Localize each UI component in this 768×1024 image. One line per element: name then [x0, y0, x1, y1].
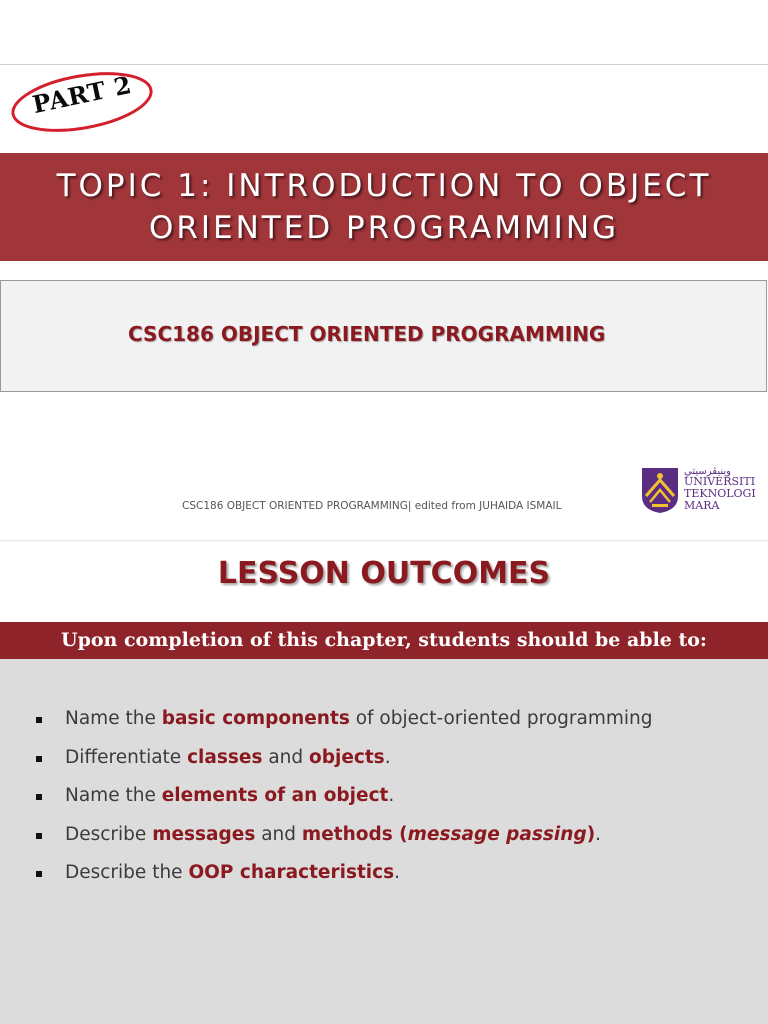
outcome-item — [36, 739, 756, 778]
topic-title-band — [0, 153, 768, 261]
outcomes-list — [36, 700, 756, 893]
outcome-item — [36, 700, 756, 739]
course-title: CSC186 OBJECT ORIENTED PROGRAMMING — [128, 322, 606, 346]
part-badge — [8, 68, 156, 136]
outcome-text: Describe the OOP characteristics. — [65, 862, 401, 883]
logo-name-line: UNIVERSITI — [684, 475, 756, 488]
outcome-text: Differentiate classes and objects. — [65, 746, 391, 768]
topic-title-line-1: TOPIC 1: INTRODUCTION TO OBJECT — [56, 168, 712, 204]
square-bullet-icon — [36, 756, 42, 762]
logo-name-line: TEKNOLOGI — [684, 487, 756, 500]
outcome-text: Name the elements of an object. — [65, 785, 395, 806]
logo-script-text: وينيڤرسيتي — [684, 466, 731, 477]
lesson-outcomes-heading: LESSON OUTCOMES — [217, 556, 551, 591]
logo-name — [684, 476, 756, 512]
uitm-logo — [640, 466, 768, 516]
intro-banner: Upon completion of this chapter, students should be able to: — [0, 622, 768, 659]
square-bullet-icon — [36, 794, 42, 800]
slide-separator — [0, 540, 768, 541]
square-bullet-icon — [36, 717, 42, 723]
logo-name-line: MARA — [684, 499, 720, 512]
part-label: PART 2 — [29, 69, 135, 120]
university-crest-icon — [640, 466, 680, 514]
square-bullet-icon — [36, 871, 42, 877]
outcome-item — [36, 777, 756, 816]
outcome-item — [36, 854, 756, 893]
square-bullet-icon — [36, 833, 42, 839]
outcome-text: Describe messages and methods (message passing). — [65, 823, 602, 845]
slide-footer: CSC186 OBJECT ORIENTED PROGRAMMING| edited from JUHAIDA ISMAIL — [182, 500, 562, 512]
outcome-item — [36, 816, 756, 855]
outcome-text: Name the basic components of object-oriented programming — [65, 708, 653, 729]
topic-title-line-2: ORIENTED PROGRAMMING — [148, 210, 620, 246]
top-divider — [0, 64, 768, 65]
